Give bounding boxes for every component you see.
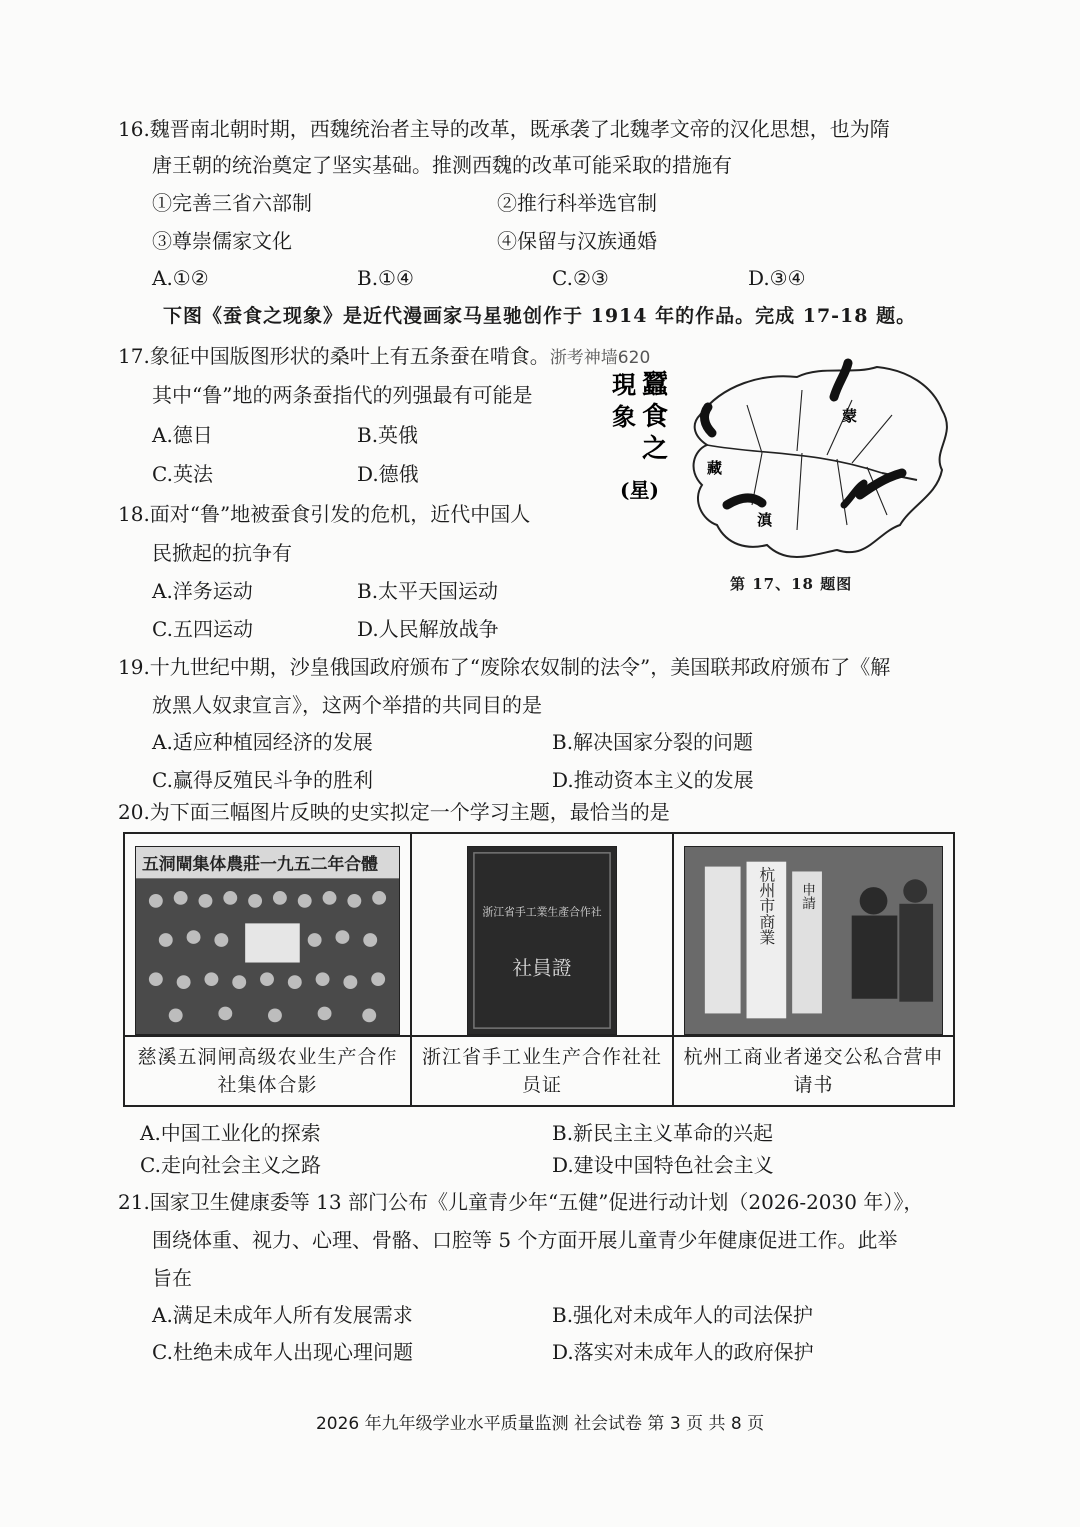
q18-option-b[interactable]: B.太平天国运动 bbox=[357, 579, 499, 603]
q21-stem-line3: 旨在 bbox=[152, 1266, 192, 1290]
picture-cell-2 bbox=[412, 834, 674, 1105]
application-banner-text: 杭州市商業 bbox=[756, 866, 776, 945]
q17-option-b[interactable]: B.英俄 bbox=[357, 423, 419, 447]
q17-option-a[interactable]: A.德日 bbox=[152, 423, 213, 447]
q18-stem-line1: 18.面对“鲁”地被蚕食引发的危机，近代中国人 bbox=[118, 502, 531, 526]
group-photo-image bbox=[136, 847, 399, 1034]
artist-stamp: (星) bbox=[620, 478, 659, 502]
q21-stem-line1: 21.国家卫生健康委等 13 部门公布《儿童青少年“五健”促进行动计划（2026-2030 年）》， bbox=[118, 1190, 924, 1214]
q21-option-d[interactable]: D.落实对未成年人的政府保护 bbox=[552, 1340, 814, 1364]
q18-stem-line2: 民掀起的抗争有 bbox=[152, 541, 292, 565]
q17-stem-line2: 其中“鲁”地的两条蚕指代的列强最有可能是 bbox=[152, 383, 533, 407]
q16-stem-line1: 16.魏晋南北朝时期，西魏统治者主导的改革，既承袭了北魏孝文帝的汉化思想，也为隋 bbox=[118, 117, 890, 141]
leaf-outline bbox=[694, 367, 947, 557]
q19-option-b[interactable]: B.解决国家分裂的问题 bbox=[552, 730, 754, 754]
place-label-dian: 滇 bbox=[757, 511, 773, 529]
q17-stem-text: 17.象征中国版图形状的桑叶上有五条蚕在啃食。 bbox=[118, 344, 550, 368]
certificate-image bbox=[468, 847, 616, 1034]
picture-cell-1 bbox=[125, 834, 412, 1105]
q19-option-a[interactable]: A.适应种植园经济的发展 bbox=[152, 730, 373, 754]
q18-option-d[interactable]: D.人民解放战争 bbox=[357, 617, 499, 641]
application-image bbox=[685, 847, 942, 1034]
photo-banner-text: 五洞閘集体農莊一九五二年合體 bbox=[141, 853, 379, 874]
q19-option-c[interactable]: C.赢得反殖民斗争的胜利 bbox=[152, 768, 373, 792]
cartoon-title-char-4: 現 bbox=[612, 370, 636, 399]
figure-17-18-caption: 第 17、18 题图 bbox=[730, 575, 853, 593]
certificate-title-text: 社員證 bbox=[512, 956, 572, 980]
q16-item-1: ①完善三省六部制 bbox=[152, 191, 312, 215]
picture-caption-3: 杭州工商业者递交公私合营申请书 bbox=[674, 1035, 953, 1105]
picture-cell-3 bbox=[674, 834, 953, 1105]
q18-option-a[interactable]: A.洋务运动 bbox=[152, 579, 253, 603]
q16-option-c[interactable]: C.②③ bbox=[552, 266, 609, 290]
cooperative-group-photo bbox=[135, 846, 400, 1035]
q19-stem-line2: 放黑人奴隶宣言》，这两个举措的共同目的是 bbox=[152, 693, 542, 717]
q16-option-a[interactable]: A.①② bbox=[152, 266, 209, 290]
q17-option-c[interactable]: C.英法 bbox=[152, 462, 213, 486]
q20-picture-table bbox=[123, 832, 955, 1107]
watermark-text: 浙考神墙620 bbox=[549, 348, 651, 368]
q21-option-a[interactable]: A.满足未成年人所有发展需求 bbox=[152, 1303, 413, 1327]
place-label-zang: 藏 bbox=[707, 459, 723, 477]
silkworm-cartoon-figure bbox=[612, 355, 962, 570]
q17-18-intro: 下图《蚕食之现象》是近代漫画家马星驰创作于 1914 年的作品。完成 17-18 题。 bbox=[163, 305, 917, 327]
q16-stem-line2: 唐王朝的统治奠定了坚实基础。推测西魏的改革可能采取的措施有 bbox=[152, 153, 732, 177]
cartoon-title-char-5: 象 bbox=[612, 402, 636, 431]
q20-option-d[interactable]: D.建设中国特色社会主义 bbox=[552, 1153, 774, 1177]
q16-item-4: ④保留与汉族通婚 bbox=[497, 229, 657, 253]
q19-stem-line1: 19.十九世纪中期，沙皇俄国政府颁布了“废除农奴制的法令”，美国联邦政府颁布了《解 bbox=[118, 655, 891, 679]
cartoon-title-char-3: 之 bbox=[642, 434, 669, 464]
q20-stem: 20.为下面三幅图片反映的史实拟定一个学习主题，最恰当的是 bbox=[118, 800, 670, 824]
certificate-issuer-text: 浙江省手工業生產合作社 bbox=[482, 905, 602, 919]
application-submission-photo bbox=[684, 846, 943, 1035]
q21-stem-line2: 围绕体重、视力、心理、骨骼、口腔等 5 个方面开展儿童青少年健康促进工作。此举 bbox=[152, 1228, 898, 1252]
q19-option-d[interactable]: D.推动资本主义的发展 bbox=[552, 768, 754, 792]
picture-caption-2: 浙江省手工业生产合作社社员证 bbox=[412, 1035, 672, 1105]
q20-option-b[interactable]: B.新民主主义革命的兴起 bbox=[552, 1121, 774, 1145]
member-certificate-photo bbox=[467, 846, 617, 1035]
q16-item-2: ②推行科举选官制 bbox=[497, 191, 657, 215]
mulberry-leaf-illustration bbox=[612, 355, 962, 570]
place-label-meng: 蒙 bbox=[842, 407, 858, 425]
q16-option-b[interactable]: B.①④ bbox=[357, 266, 414, 290]
q16-item-3: ③尊崇儒家文化 bbox=[152, 229, 292, 253]
q16-option-d[interactable]: D.③④ bbox=[748, 266, 806, 290]
cartoon-title-char-2: 食 bbox=[642, 402, 669, 432]
page-footer: 2026 年九年级学业水平质量监测 社会试卷 第 3 页 共 8 页 bbox=[315, 1414, 765, 1434]
q21-option-c[interactable]: C.杜绝未成年人出现心理问题 bbox=[152, 1340, 413, 1364]
q18-option-c[interactable]: C.五四运动 bbox=[152, 617, 253, 641]
q20-option-c[interactable]: C.走向社会主义之路 bbox=[140, 1153, 321, 1177]
cartoon-title-char-1: 蠶 bbox=[642, 370, 669, 400]
application-title-text: 申請 bbox=[798, 882, 816, 910]
q20-option-a[interactable]: A.中国工业化的探索 bbox=[140, 1121, 321, 1145]
picture-caption-1: 慈溪五洞闸高级农业生产合作社集体合影 bbox=[125, 1035, 410, 1105]
q17-option-d[interactable]: D.德俄 bbox=[357, 462, 419, 486]
q21-option-b[interactable]: B.强化对未成年人的司法保护 bbox=[552, 1303, 814, 1327]
q17-stem-line1 bbox=[118, 343, 650, 371]
